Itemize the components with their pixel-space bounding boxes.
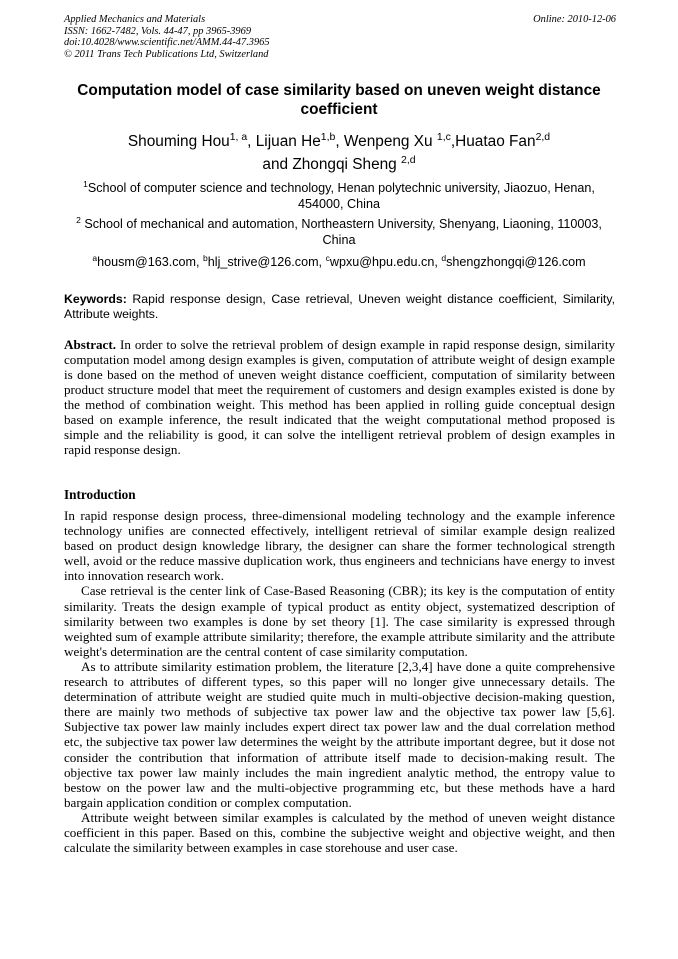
author-name: Shouming Hou — [127, 133, 230, 150]
affiliation-text: School of computer science and technology, Henan polytechnic university, Jiaozuo, Henan, 454000, China — [87, 181, 595, 211]
author-name: Wenpeng Xu — [343, 133, 437, 150]
email-address: wpxu@hpu.edu.cn, — [329, 255, 442, 269]
online-date: Online: 2010-12-06 — [533, 14, 616, 25]
copyright-line: © 2011 Trans Tech Publications Ltd, Switzerland — [64, 48, 269, 60]
email-address: housm@163.com, — [97, 255, 204, 269]
author-separator: , — [450, 133, 456, 150]
doi-line: doi:10.4028/www.scientific.net/AMM.44-47.3965 — [64, 37, 270, 49]
affiliation-number: 1 — [83, 178, 88, 189]
email-address: shengzhongqi@126.com — [446, 255, 586, 269]
introduction-body — [64, 508, 615, 855]
author-affiliation-mark: 1, a — [229, 131, 248, 143]
paragraph: As to attribute similarity estimation problem, the literature [2,3,4] have done a quite comprehensive research to attributes of different types, so this paper will no longer give unnecessary details. The determination of attribute weight are studied quite much in multi-objective decision-making question, there are mainly two methods of subjective tax power law and the objective tax power law [5,6]. Subjective tax power law mainly includes expert direct tax power law and the dual correlation method etc, the subjective tax power law determines the weight by the attribute important degree, but it dose not consider the contribution that information of attribute itself made to decision-making result. The objective tax power law mainly includes the main ingredient analytic method, the entropy value to bestow on the power law and the multi-objective programming etc, but these methods have a hard bargain application condition or complex computation. — [64, 658, 615, 810]
email-mark: a — [92, 252, 98, 263]
author-affiliation-mark: 1,b — [320, 131, 336, 143]
author-affiliation-mark: 1,c — [436, 131, 451, 143]
author-name: Huatao Fan — [455, 133, 536, 150]
author-emails — [60, 254, 618, 270]
author-affiliation-mark: 2,d — [401, 154, 416, 166]
paper-title: Computation model of case similarity based on uneven weight distance coefficient — [77, 82, 601, 118]
author-separator: , — [247, 133, 256, 150]
paragraph: Attribute weight between similar examples is calculated by the method of uneven weight distance coefficient in this paper. Based on this, combine the subjective weight and objective weight, and then calculate the similarity between examples in case storehouse and user case. — [64, 809, 615, 856]
abstract-text: In order to solve the retrieval problem of design example in rapid response design, similarity computation model among design examples is given, computation of attribute weight of design example is done based on the method of uneven weight distance coefficient, computation of similarity between product structure model that meet the requirement of customers and design examples existed is done by the method of combination weight. This method has been applied in rolling guide conceptual design based on example inference, the result indicated that the weight computational method proposed is simple and the reliability is good, it can solve the intelligent retrieval problem of design examples in rapid response design. — [64, 337, 615, 458]
affiliation-text: School of mechanical and automation, Northeastern University, Shenyang, Liaoning, 110003, China — [80, 217, 602, 247]
journal-header — [64, 14, 616, 60]
email-address: hlj_strive@126.com, — [207, 255, 326, 269]
author-name: Lijuan He — [255, 133, 321, 150]
introduction-heading: Introduction — [64, 487, 136, 502]
author-name: and Zhongqi Sheng — [262, 156, 402, 173]
issn-line: ISSN: 1662-7482, Vols. 44-47, pp 3965-3969 — [64, 25, 252, 37]
keywords — [64, 292, 615, 321]
author-separator: , — [335, 133, 344, 150]
email-mark: c — [325, 252, 330, 263]
paragraph: Case retrieval is the center link of Case-Based Reasoning (CBR); its key is the computation of entity similarity. Treats the design example of typical product as entity object, systematized description of similarity between two examples is done by set theory [1]. The case similarity is expressed through weighted sum of example attribute similarity; therefore, the example attribute similarity and the attribute weight's determination are the central content of case similarity computation. — [64, 583, 615, 659]
author-line-1 — [60, 130, 618, 153]
affiliation-1 — [60, 178, 618, 212]
paragraph: In rapid response design process, three-dimensional modeling technology and the example inference technology unifies are connected effectively, intelligent retrieval of similar example design realized based on product design knowledge library, the designer can share the former technological strength well, avoid or the reduce massive duplication work, thus engineers and technicians have energy to invest into innovation research work. — [64, 508, 615, 584]
abstract — [64, 337, 615, 457]
affiliation-2 — [60, 214, 618, 248]
author-list — [60, 130, 618, 176]
keywords-label: Keywords: — [64, 292, 127, 306]
keywords-text: Rapid response design, Case retrieval, Uneven weight distance coefficient, Similarity, Attribute weights. — [64, 292, 615, 321]
author-line-2 — [60, 153, 618, 176]
email-mark: d — [441, 252, 447, 263]
journal-name: Applied Mechanics and Materials — [64, 14, 206, 25]
author-affiliation-mark: 2,d — [535, 131, 551, 143]
affiliation-number: 2 — [76, 214, 81, 225]
email-mark: b — [203, 252, 208, 263]
abstract-label: Abstract. — [64, 337, 116, 352]
